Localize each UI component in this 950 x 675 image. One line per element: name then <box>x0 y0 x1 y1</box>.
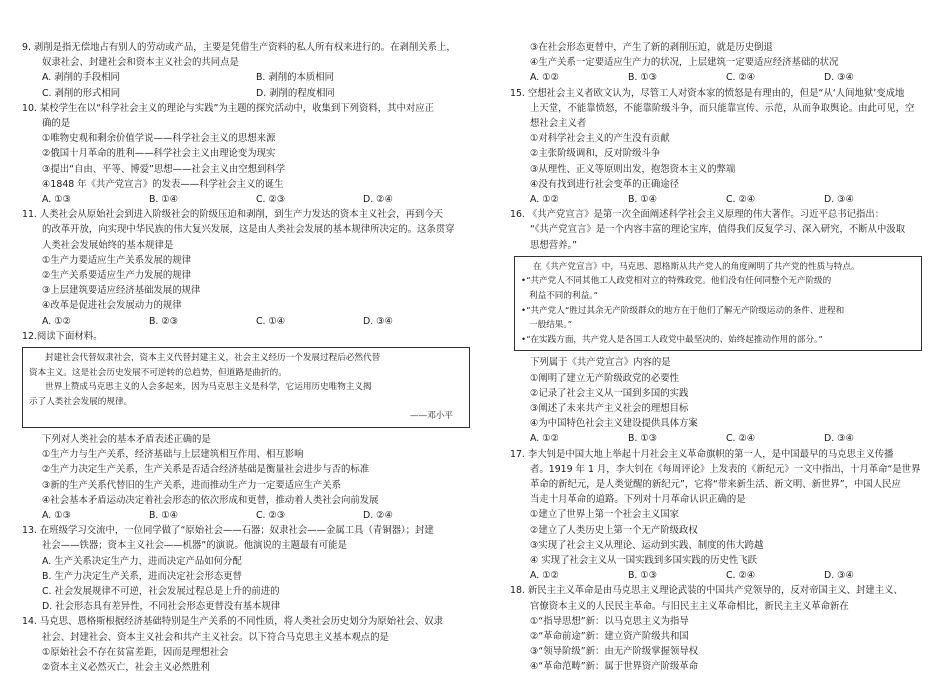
statement-4: ④为中国特色社会主义建设提供具体方案 <box>530 418 698 430</box>
right-column <box>510 40 922 675</box>
statement-2: ②主张阶级调和，反对阶级斗争 <box>530 148 661 160</box>
left-column <box>22 40 470 675</box>
statement-4: ④“革命范畴”新：属于世界资产阶级革命 <box>530 661 699 673</box>
quote-line: 在《共产党宣言》中，马克思、恩格斯从共产党人的角度阐明了共产党的性质与特点。 <box>533 261 860 272</box>
question-line: 人类社会发展始终的基本规律是 <box>42 239 174 251</box>
option-b: B. ①③ <box>628 570 658 582</box>
quote-box <box>22 347 470 428</box>
option-c: C. ②④ <box>726 72 756 84</box>
statement-1: ①阐明了建立无产阶级政党的必要性 <box>530 372 680 384</box>
option-b: B. ②③ <box>149 315 179 327</box>
option-a: A. ①③ <box>42 194 72 206</box>
question-line: 13. 在班级学习交流中，一位同学做了“原始社会——石器；奴隶社会——金属工具（青铜器）；封建 <box>22 525 434 537</box>
question-13 <box>22 523 470 614</box>
quote-line: 世界上赞成马克思主义的人会多起来，因为马克思主义是科学，它运用历史唯物主义揭 <box>45 382 372 393</box>
question-18 <box>510 583 922 674</box>
question-17 <box>510 447 922 584</box>
question-14-continued <box>510 40 922 86</box>
option-c: C. 剥削的形式相同 <box>42 87 121 99</box>
statement-3: ③阐述了未来共产主义社会的理想目标 <box>530 403 689 415</box>
option-d: D. 剥削的程度相同 <box>256 87 335 99</box>
statement-2: ②资本主义必然灭亡，社会主义必然胜利 <box>42 662 210 674</box>
statement-4: ④没有找到进行社会变革的正确途径 <box>530 178 680 190</box>
statement-4: ④1848 年《共产党宣言》的发表——科学社会主义的诞生 <box>42 178 284 190</box>
statement-4: ④改革是促进社会发展动力的规律 <box>42 300 182 312</box>
question-line: 10. 某校学生在以“科学社会主义的理论与实践”为主题的探究活动中，收集到下列资料，其中对应正 <box>22 102 434 114</box>
options-row <box>510 192 922 207</box>
quote-line: 封建社会代替奴隶社会，资本主义代替封建主义，社会主义经历一个发展过程后必然代替 <box>45 353 381 364</box>
question-16 <box>510 207 922 446</box>
statement-2: ②俄国十月革命的胜利——科学社会主义由理论变为现实 <box>42 148 276 160</box>
options-row <box>510 70 922 85</box>
option-a: A. 剥削的手段相同 <box>42 72 120 84</box>
option-d: D. ③④ <box>363 315 393 327</box>
statement-1: ①唯物史观和剩余价值学说——科学社会主义的思想来源 <box>42 133 276 145</box>
question-9 <box>22 40 470 101</box>
question-line: 官僚资本主义的人民民主革命。与旧民主主义革命相比，新民主主义革命新在 <box>530 600 849 612</box>
option-b: B. 剥削的本质相同 <box>256 72 335 84</box>
option-d: D. ②④ <box>363 194 393 206</box>
statement-4: ④ 实现了社会主义从一国实践到多国实践的历史性飞跃 <box>530 555 758 567</box>
quote-line: 示了人类社会发展的规律。 <box>29 396 133 407</box>
question-line: 社会、封建社会、资本主义社会和共产主义社会。以下符合马克思主义基本观点的是 <box>42 631 389 643</box>
statement-3: ③“领导阶级”新：由无产阶级掌握领导权 <box>530 646 699 658</box>
question-line: 18. 新民主主义革命是由马克思主义理论武装的中国共产党领导的，反对帝国主义、封建主义、 <box>510 585 903 597</box>
option-d: D. ②④ <box>363 510 393 522</box>
option-a: A. ①③ <box>42 510 72 522</box>
option-d: D. ③④ <box>824 72 854 84</box>
question-line: 12.阅读下面材料。 <box>22 330 103 342</box>
statement-3: ③在社会形态更替中，产生了新的剥削压迫，就是历史倒退 <box>530 42 773 53</box>
statement-2: ②记录了社会主义从一国到多国的实践 <box>530 387 689 399</box>
statement-3: ③上层建筑要适应经济基础发展的规律 <box>42 285 201 297</box>
statement-4: ④社会基本矛盾运动决定着社会形态的依次形成和更替，推动着人类社会向前发展 <box>42 494 379 506</box>
option-d: D. ③④ <box>824 194 854 206</box>
question-line: 14. 马克思、恩格斯根据经济基础特别是生产关系的不同性质，将人类社会历史划分为原始社会、奴隶 <box>22 616 444 628</box>
options-row <box>22 192 470 207</box>
options-row <box>510 568 922 583</box>
question-10 <box>22 101 470 207</box>
statement-3: ③从理性、正义等原则出发，抱怨资本主义的弊端 <box>530 163 736 175</box>
question-line: 确的是 <box>42 118 71 130</box>
question-12 <box>22 329 470 523</box>
option-c: C. ②③ <box>256 194 286 206</box>
question-line: 者。1919 年 1 月，李大钊在《每周评论》上发表的《新纪元》一文中指出，十月革命“是世界 <box>530 463 921 475</box>
question-line: 的改革开放，向实现中华民族的伟大复兴发展，这是由人类社会发展的基本规律所决定的。这条贯穿 <box>42 224 455 236</box>
option-a: A. 生产关系决定生产力，进而决定产品如何分配 <box>42 555 242 567</box>
statement-3: ③新的生产关系代替旧的生产关系，进而推动生产力一定要适应生产关系 <box>42 479 342 491</box>
question-line: 下列属于《共产党宣言》内容的是 <box>530 357 671 369</box>
option-a: A. ①② <box>530 433 560 445</box>
statement-2: ②生产力决定生产关系，生产关系是否适合经济基础是衡量社会进步与否的标准 <box>42 464 370 476</box>
statement-1: ①生产力与生产关系，经济基础与上层建筑相互作用、相互影响 <box>42 449 304 461</box>
options-row <box>22 508 470 523</box>
statement-2: ②生产关系要适应生产力发展的规律 <box>42 270 192 282</box>
question-line: 思想营养。” <box>530 239 578 251</box>
question-line: 革命的新纪元，是人类觉醒的新纪元”，它将“带来新生活、新文明、新世界”，中国人民应 <box>530 479 901 491</box>
quote-line: 资本主义。这是社会历史发展不可逆转的总趋势，但道路是曲折的。 <box>29 367 287 378</box>
option-b: B. ①④ <box>628 194 658 206</box>
option-b: B. ①④ <box>149 194 179 206</box>
statement-1: ①原始社会不存在贫富差距，因而是理想社会 <box>42 646 229 658</box>
quote-box <box>514 256 922 352</box>
question-line: 15. 空想社会主义者欧文认为，尽管工人对资本家的愤怒是有理由的，但是“从‘人间地狱’变成地 <box>510 87 905 99</box>
option-c: C. ②④ <box>726 433 756 445</box>
statement-1: ①建立了世界上第一个社会主义国家 <box>530 509 680 521</box>
options-row <box>510 431 922 446</box>
options-row <box>22 70 470 85</box>
question-line: 17. 李大钊是中国大地上举起十月社会主义革命旗帜的第一人，是中国最早的马克思主义传播 <box>510 448 894 460</box>
statement-1: ①生产力要适应生产关系发展的规律 <box>42 254 192 266</box>
question-line: 下列对人类社会的基本矛盾表述正确的是 <box>42 434 211 446</box>
question-line: 上天堂，不能靠愤怒，不能靠阶级斗争，而只能靠宣传、示范，从而争取舆论。由此可见，空 <box>530 102 915 114</box>
quote-line: 一般结果。” <box>529 320 573 331</box>
option-d: D. ③④ <box>824 433 854 445</box>
option-b: B. ①③ <box>628 433 658 445</box>
question-line: 社会——铁器；资本主义社会——机器”的演说。他演说的主题最有可能是 <box>42 540 347 552</box>
option-c: C. 社会发展规律不可逆，社会发展过程总是上升的前进的 <box>42 586 280 598</box>
question-line: 16. 《共产党宣言》是第一次全面阐述科学社会主义原理的伟大著作。习近平总书记指出： <box>510 209 885 221</box>
option-d: D. ③④ <box>824 570 854 582</box>
option-b: B. ①③ <box>628 72 658 84</box>
statement-4: ④生产关系一定要适应生产力的状况，上层建筑一定要适应经济基础的状况 <box>530 57 839 69</box>
option-a: A. ①② <box>530 194 560 206</box>
question-line: 9. 剥削是指无偿地占有别人的劳动或产品，主要是凭借生产资料的私人所有权来进行的。在剥削关系上， <box>22 42 456 53</box>
question-line: 11. 人类社会从原始社会到进入阶级社会的阶级压迫和剥削，到生产力发达的资本主义社会，再到今天 <box>22 209 444 221</box>
option-a: A. ①② <box>530 72 560 84</box>
option-a: A. ①② <box>42 315 72 327</box>
option-b: B. 生产力决定生产关系，进而决定社会形态更替 <box>42 570 242 582</box>
option-c: C. ②④ <box>726 570 756 582</box>
statement-2: ②建立了人类历史上第一个无产阶级政权 <box>530 524 698 536</box>
question-14 <box>22 614 470 675</box>
statement-2: ②“革命前途”新：建立资产阶级共和国 <box>530 631 689 643</box>
options-row <box>22 314 470 329</box>
quote-line: 利益不同的利益。” <box>529 291 598 302</box>
question-line: 想社会主义者 <box>530 118 587 130</box>
quote-line: •“共产党人“胜过其余无产阶级群众的地方在于他们了解无产阶级运动的条件、进程和 <box>521 305 845 316</box>
statement-3: ③实现了社会主义从理论、运动到实践、制度的伟大跨越 <box>530 539 764 551</box>
options-row <box>22 86 470 101</box>
option-c: C. ②③ <box>256 510 286 522</box>
statement-3: ③提出“自由、平等、博爱”思想——社会主义由空想到科学 <box>42 163 286 175</box>
quote-line: •“在实践方面，共产党人是各国工人政党中最坚决的、始终起推动作用的部分。” <box>521 334 823 345</box>
question-11 <box>22 207 470 329</box>
quote-line: •“共产党人不同其他工人政党相对立的特殊政党。他们没有任何同整个无产阶级的 <box>521 276 832 287</box>
question-line: “《共产党宣言》是一个内容丰富的理论宝库，值得我们反复学习、深入研究，不断从中汲取 <box>530 224 906 236</box>
quote-signature: ——邓小平 <box>410 411 453 422</box>
option-c: C. ①④ <box>256 315 286 327</box>
option-a: A. ①② <box>530 570 560 582</box>
question-line: 奴隶社会、封建社会和资本主义社会的共同点是 <box>42 57 239 69</box>
statement-1: ①对科学社会主义的产生没有贡献 <box>530 133 670 145</box>
option-d: D. 社会形态具有差异性，不同社会形态更替没有基本规律 <box>42 601 281 613</box>
statement-1: ①“指导思想”新：以马克思主义为指导 <box>530 615 689 627</box>
question-15 <box>510 86 922 208</box>
option-b: B. ①④ <box>149 510 179 522</box>
question-line: 当走十月革命的道路。下列对十月革命认识正确的是 <box>530 494 746 506</box>
option-c: C. ②④ <box>726 194 756 206</box>
